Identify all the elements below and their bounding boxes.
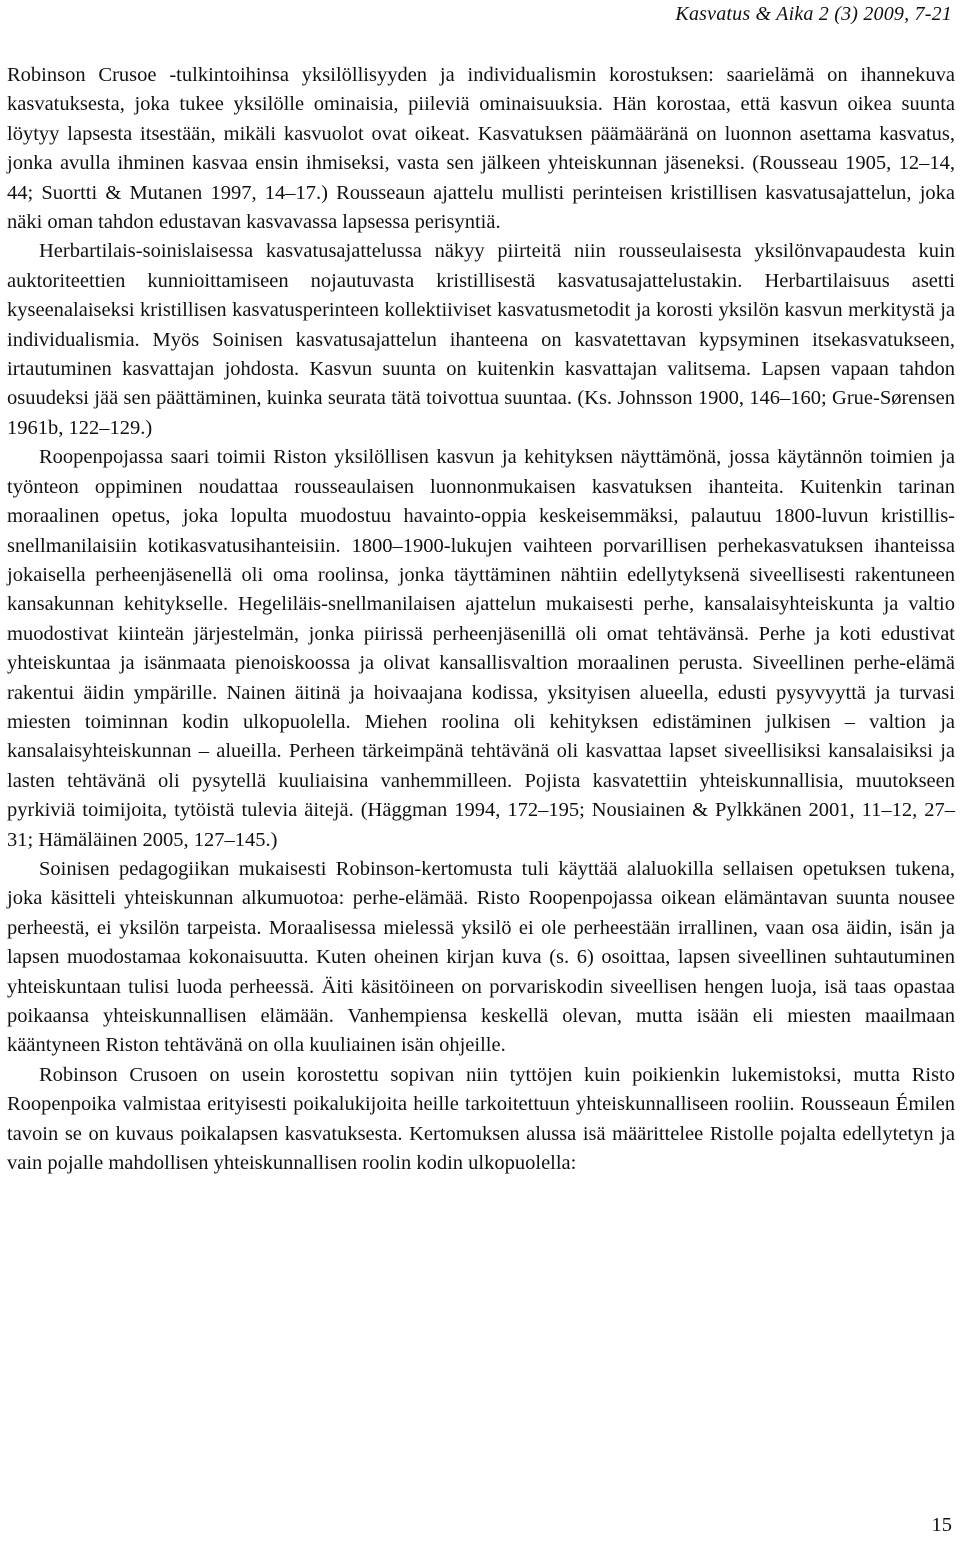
paragraph: Herbartilais-soinislaisessa kasvatusajattelussa näkyy piirteitä niin rousseulaisesta yksilönvapaudesta kuin auktoriteettien kunnioittamiseen nojautuvasta kristillisestä kasvatusajattelustakin. Herbartilaisuus asetti kyseenalaiseksi kristillisen kasvatusperinteen kollektiiviset kasvatusmetodit ja korosti yksilön kasvun merkitystä ja individualismia. Myös Soinisen kasvatusajattelun ihanteena on kasvatettavan kypsyminen itsekasvatukseen, irtautuminen kasvattajan johdosta. Kasvun suunta on kuitenkin kasvattajan valitsema. Lapsen vapaan tahdon osuudeksi jää sen päättäminen, kuinka seurata tätä toivottua suuntaa. (Ks. Johnsson 1900, 146–160; Grue-Sørensen 1961b, 122–129.) xyxy=(7,240,955,439)
page-number: 15 xyxy=(931,1514,952,1536)
paragraph: Robinson Crusoe -tulkintoihinsa yksilöllisyyden ja individualismin korostuksen: saarielämä on ihannekuva kasvatuksesta, joka tukee yksilölle ominaisia, piileviä ominaisuuksia. Hän korostaa, että kasvun oikea suunta löytyy lapsesta itsestään, mikäli kasvuolot ovat oikeat. Kasvatuksen päämääränä on luonnon asettama kasvatus, jonka avulla ihminen kasvaa ensin ihmiseksi, vasta sen jälkeen yhteiskunnan jäseneksi. (Rousseau 1905, 12–14, 44; Suortti & Mutanen 1997, 14–17.) Rousseaun ajattelu mullisti perinteisen kristillisen kasvatusajattelun, joka näki oman tahdon edustavan kasvavassa lapsessa perisyntiä. xyxy=(7,64,955,234)
article-body xyxy=(7,61,955,1178)
paragraph: Robinson Crusoen on usein korostettu sopivan niin tyttöjen kuin poikienkin lukemistoksi, mutta Risto Roopenpoika valmistaa erityisesti poikalukijoita heille tarkoitettuun yhteiskunnalliseen rooliin. Rousseaun Émilen tavoin se on kuvaus poikalapsen kasvatuksesta. Kertomuksen alussa isä määrittelee Ristolle pojalta edellytetyn ja vain pojalle mahdollisen yhteiskunnallisen roolin kodin ulkopuolella: xyxy=(7,1063,955,1175)
running-header: Kasvatus & Aika 2 (3) 2009, 7-21 xyxy=(675,3,952,25)
paragraph: Soinisen pedagogiikan mukaisesti Robinson-kertomusta tuli käyttää alaluokilla sellaisen opetuksen tukena, joka käsitteli yhteiskunnan alkumuotoa: perhe-elämää. Risto Roopenpojassa oikean elämäntavan suunta nousee perheestä, ei yksilön tarpeista. Moraalisessa mielessä yksilö ei ole perheestään irrallinen, vaan osa äidin, isän ja lapsen muodostamaa kokonaisuutta. Kuten oheinen kirjan kuva (s. 6) osoittaa, lapsen siveellinen suhtautuminen yhteiskuntaan tulisi luoda perheessä. Äiti käsitöineen on porvariskodin siveellisen hengen luoja, isä taas opastaa poikaansa yhteiskunnallisen elämään. Vanhempiensa keskellä olevan, mutta isään eli miesten maailmaan kääntyneen Riston tehtävänä on olla kuuliainen isän ohjeille. xyxy=(7,857,955,1057)
paragraph: Roopenpojassa saari toimii Riston yksilöllisen kasvun ja kehityksen näyttämönä, jossa käytännön toimien ja työnteon oppiminen noudattaa rousseaulaisen luonnonmukaisen kasvatuksen ihanteita. Kuitenkin tarinan moraalinen opetus, joka lopulta muodostuu havainto-oppia keskeisemmäksi, palautuu 1800-luvun kristillis-snellmanilaisiin kotikasvatusihanteisiin. 1800–1900-lukujen vaihteen porvarillisen perhekasvatuksen ihanteissa jokaisella perheenjäsenellä oli oma roolinsa, jonka täyttäminen nähtiin edellytyksenä siveellisesti rakentuneen kansakunnan kehitykselle. Hegeliläis-snellmanilaisen ajattelun mukaisesti perhe, kansalaisyhteiskunta ja valtio muodostivat kiinteän järjestelmän, jonka piirissä perheenjäsenillä oli omat tehtävänsä. Perhe ja koti edustivat yhteiskuntaa ja isänmaata pienoiskoossa ja olivat kansallisvaltion moraalinen perusta. Siveellinen perhe-elämä rakentui äidin ympärille. Nainen äitinä ja hoivaajana kodissa, yksityisen alueella, edusti pysyvyyttä ja turvasi miesten toiminnan kodin ulkopuolella. Miehen roolina oli kehityksen edistäminen julkisen – valtion ja kansalaisyhteiskunnan – alueilla. Perheen tärkeimpänä tehtävänä oli kasvattaa lapset siveellisiksi kansalaisiksi ja lasten tehtävänä oli pysytellä kuuliaisina vanhemmilleen. Pojista kasvatettiin yhteiskunnallisia, muutokseen pyrkiviä toimijoita, tytöistä tulevia äitejä. (Häggman 1994, 172–195; Nousiainen & Pylkkänen 2001, 11–12, 27–31; Hämäläinen 2005, 127–145.) xyxy=(7,446,955,851)
